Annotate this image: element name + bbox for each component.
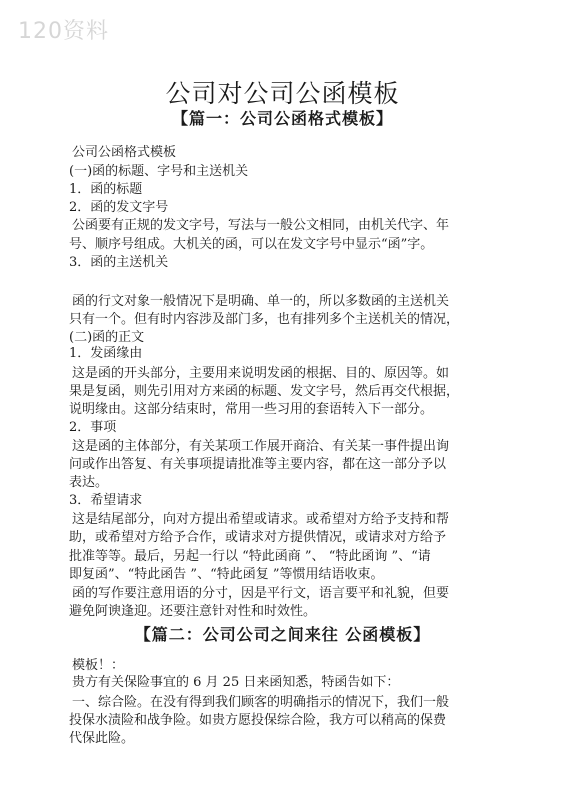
- section-heading-2: 【篇二：公司公司之间来往 公函模板】: [134, 625, 431, 644]
- text-line: 即复函”、“特此函告 ”、“特此函复 ”等惯用结语收束。: [69, 567, 384, 582]
- text-line: 3．函的主送机关: [69, 255, 169, 270]
- text-line: 函的行文对象一般情况下是明确、单一的，所以多数函的主送机关: [72, 294, 450, 309]
- text-line: 这是函的开头部分，主要用来说明发函的根据、目的、原因等。如: [72, 366, 450, 381]
- text-line: 代保此险。: [69, 731, 135, 746]
- text-line: (一)函的标题、字号和主送机关: [69, 164, 249, 179]
- text-line: 助，或希望对方给予合作，或请求对方提供情况，或请求对方给予: [69, 530, 447, 545]
- text-line: 一、综合险。在没有得到我们顾客的明确指示的情况下，我们一般: [72, 695, 450, 710]
- text-line: 3．希望请求: [69, 493, 143, 508]
- document-title: 公司对公司公函模板: [165, 79, 400, 108]
- text-line: 说明缘由。这部分结束时，常用一些习用的套语转入下一部分。: [69, 402, 434, 417]
- text-line: 函的写作要注意用语的分寸，因是平行文，语言要平和礼貌，但要: [72, 586, 450, 601]
- text-line: 1．函的标题: [69, 182, 143, 197]
- watermark: 120资料: [18, 19, 109, 44]
- text-line: 这是函的主体部分，有关某项工作展开商洽、有关某一事件提出询: [72, 439, 450, 454]
- text-line: 号、顺序号组成。大机关的函，可以在发文字号中显示“函”字。: [69, 237, 434, 252]
- text-line: 批准等等。最后，另起一行以 “特此函商 ”、 “特此函询 ”、“请: [69, 549, 431, 564]
- text-line: 模板！：: [72, 658, 125, 673]
- text-line: 表达。: [69, 475, 109, 490]
- text-line: 问或作出答复、有关事项提请批准等主要内容，都在这一部分予以: [69, 457, 447, 472]
- text-line: 2．事项: [69, 420, 117, 435]
- text-line: 投保水渍险和战争险。如贵方愿投保综合险，我方可以稍高的保费: [69, 713, 447, 728]
- text-line: 公司公函格式模板: [72, 145, 177, 160]
- text-line: 贵方有关保险事宜的 6 月 25 日来函知悉，特函告如下：: [72, 675, 400, 690]
- text-line: 2．函的发文字号: [69, 200, 169, 215]
- text-line: 只有一个。但有时内容涉及部门多，也有排列多个主送机关的情况，: [69, 312, 460, 327]
- text-line: 公函要有正规的发文字号，写法与一般公文相同，由机关代字、年: [72, 218, 450, 233]
- section-heading-1: 【篇一：公司公函格式模板】: [171, 109, 393, 128]
- text-line: 果是复函，则先引用对方来函的标题、发文字号，然后再交代根据，: [69, 384, 460, 399]
- text-line: (二)函的正文: [69, 330, 145, 345]
- text-line: 1．发函缘由: [69, 346, 143, 361]
- text-line: 避免阿谀逢迎。还要注意针对性和时效性。: [69, 604, 317, 619]
- text-line: 这是结尾部分，向对方提出希望或请求。或希望对方给予支持和帮: [72, 512, 450, 527]
